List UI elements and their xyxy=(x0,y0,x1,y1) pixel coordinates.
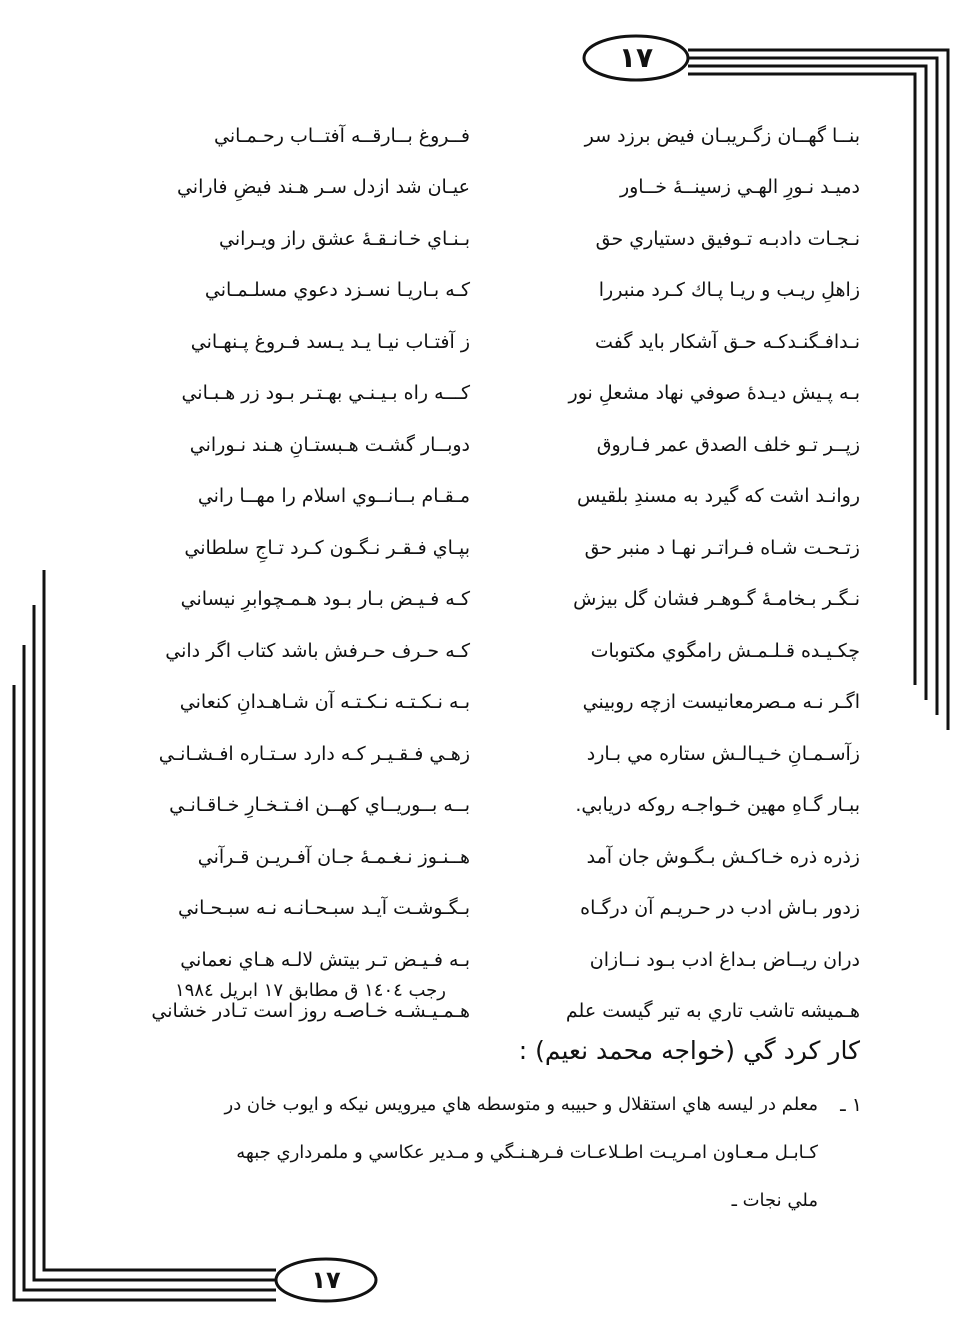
section-heading: كار كرد گي (خواجه محمد نعيم) : xyxy=(518,1036,860,1065)
hemistich-left: كـه حـرف حـرفش باشد كتاب اگر داني xyxy=(165,639,470,662)
poem-line xyxy=(100,110,860,162)
hemistich-left: فــروغ بــارقــه آفتــاب رحـمـاني xyxy=(214,124,470,147)
hemistich-left: بـنـاي خـانـقـهٔ عشق راز ويـراني xyxy=(219,227,470,250)
page-number-bottom: ۱۷ xyxy=(311,1266,341,1294)
hemistich-left: كـــه راه بـيـنـي بهـتـر بـود زر هـبـاني xyxy=(181,382,470,405)
hemistich-right: ببـار گـاهِ مهين خـواجـه روكه دريابي. xyxy=(575,794,860,817)
hemistich-right: دران ريــاض بـداغ ادب بـود نــازان xyxy=(589,948,860,971)
hemistich-right: بـه پـيش ديـدهٔ صوفي نهاد مشعلِ نور xyxy=(568,382,860,405)
list-item-number: ١ ـ xyxy=(840,1094,862,1116)
poem-line xyxy=(100,831,860,883)
poem-line xyxy=(100,625,860,677)
hemistich-right: زپــر تـو خلف الصدق عمر فـاروق xyxy=(596,433,860,456)
poem-line xyxy=(100,316,860,368)
hemistich-right: نـگـر بـخامـهٔ گـوهـر فشان گل بيزش xyxy=(573,588,860,611)
hemistich-right: هـميشه تاشب تاري به تير گيست علم xyxy=(565,1000,860,1023)
list-item-line: كـابـل مـعـاون امـريـت اطـلاعـات فـرهـنـگي و مـدير عكاسي و ملمرداري جبهه xyxy=(236,1142,818,1163)
hemistich-left: بـه فـيـض تـر بيتش لالـه هـاي نعماني xyxy=(180,948,470,971)
poem-line xyxy=(100,677,860,729)
hemistich-right: زاهلِ ريـب و ريـا پـاك كـرد منبررا xyxy=(598,279,860,302)
hemistich-left: هـمـيـشـه خـاصـه روز است تـادر خشاني xyxy=(151,1000,470,1023)
hemistich-left: زهـي فـقـيـر كـه دارد سـتـاره افـشـانـي xyxy=(158,742,470,765)
hemistich-right: زذره ذره خـاكـش بـگـوش جان آمد xyxy=(586,845,860,868)
poem-line xyxy=(100,934,860,986)
hemistich-right: زآسـمـانِ خـيـالـش ستاره مي بـارد xyxy=(586,742,860,765)
poem-line xyxy=(100,419,860,471)
page-number-top: ۱۷ xyxy=(618,41,654,74)
poem-line xyxy=(100,883,860,935)
poem xyxy=(100,110,860,1037)
hemistich-left: بپـاي فـقـر نـگـون كـرد تـاجِ سلطاني xyxy=(184,536,470,559)
list-item-line: معلم در ليسه هاي استقلال و حبيبه و متوسطه هاي ميرويس نيكه و ايوب خان در xyxy=(224,1094,818,1115)
hemistich-left: بـه نـكـتـه نـكـتـه آن شـاهـدانِ كنعاني xyxy=(179,691,470,714)
hemistich-right: زدور بـاش ادب در حـريـم آن درگـاه xyxy=(580,897,860,920)
hemistich-right: بنــا گهــان زگـريبـان فيض برزد سر xyxy=(584,124,860,147)
poem-line xyxy=(100,368,860,420)
hemistich-left: هــنـوز نـغـمـهٔ جـان آفـريـن قـرآني xyxy=(197,845,470,868)
poem-line xyxy=(100,162,860,214)
hemistich-left: كـه بـاريـا نسـزد دعوي مسلـمـاني xyxy=(204,279,470,302)
hemistich-left: بــه بــوريــاي كهــن افـتـخـارِ خـاقـانـي xyxy=(169,794,470,817)
hemistich-right: روانـد اشت كه گيرد به مسندِ بلقيس xyxy=(577,485,860,508)
hemistich-right: دميـد نـورِ الهـي زسينــهٔ خــاور xyxy=(619,176,860,199)
poem-line xyxy=(100,213,860,265)
hemistich-left: مـقـام بــانــوي اسلام را مهــا راني xyxy=(197,485,470,508)
hemistich-right: اگـر نـه مـصرمعانيست ازچه روبيني xyxy=(582,691,860,714)
hemistich-right: زتـحـت شـاه فـراتـر نهـا د منبر حق xyxy=(584,536,860,559)
hemistich-left: بـگـوشـت آيـد سبـحـانـه نـه سبـحـاني xyxy=(177,897,470,920)
poem-line xyxy=(100,780,860,832)
poem-line xyxy=(100,728,860,780)
hemistich-left: كـه فـيـض بـار بـود هـمـچوابرِ نيساني xyxy=(180,588,470,611)
poem-line xyxy=(100,471,860,523)
hemistich-left: عيـان شد ازدل سـر هـند فيضِ فاراني xyxy=(176,176,470,199)
hemistich-right: نـدافـگنـدكـه حـق آشكار بايد گفت xyxy=(595,330,860,353)
hemistich-left: دوبــار گشـت هـبستـانِ هـند نـوراني xyxy=(189,433,470,456)
poem-line xyxy=(100,265,860,317)
poem-line xyxy=(100,574,860,626)
hemistich-right: نـجـات دادبـه تـوفيق دستياري حق xyxy=(595,227,860,250)
list-item-line: ملي نجات ـ xyxy=(731,1190,818,1211)
hemistich-right: چكـيـده قـلـمـش رامگوي مكتوبات xyxy=(590,639,860,662)
hemistich-left: ز آفتـاب نيـا يـد يـسد فـروغ پـنهـاني xyxy=(190,330,470,353)
poem-line xyxy=(100,522,860,574)
date-line: رجب ١٤٠٤ ق مطابق ١٧ ابريل ١٩٨٤ xyxy=(175,980,446,1001)
